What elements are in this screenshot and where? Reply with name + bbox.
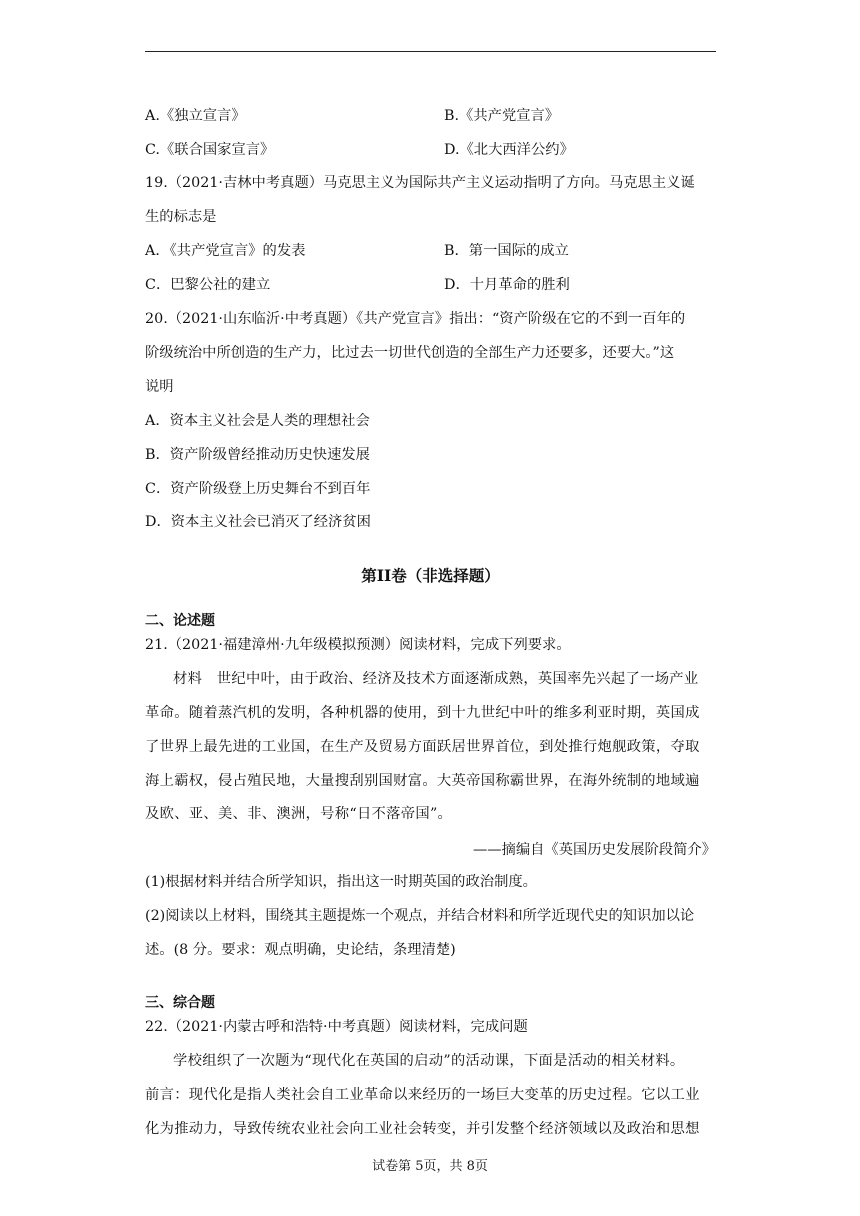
q21-source: ——摘编自《英国历史发展阶段简介》 (472, 842, 716, 858)
q19-option-d: D．十月革命的胜利 (444, 277, 570, 293)
q21-sub1: (1)根据材料并结合所学知识，指出这一时期英国的政治制度。 (145, 874, 537, 890)
q21-sub2-line1: (2)阅读以上材料，围绕其主题提炼一个观点，并结合材料和所学近现代史的知识加以论 (145, 908, 695, 924)
section3-title: 三、综合题 (145, 995, 215, 1011)
q21-material-line4: 海上霸权，侵占殖民地，大量搜刮别国财富。大英帝国称霸世界，在海外统制的地域遍 (145, 773, 700, 789)
q19-option-c: C．巴黎公社的建立 (145, 277, 271, 293)
section2-title: 二、论述题 (145, 613, 215, 629)
option-d: D.《北大西洋公约》 (444, 142, 574, 158)
q20-stem-line2: 阶级统治中所创造的生产力，比过去一切世代创造的全部生产力还要多，还要大。”这 (145, 345, 675, 361)
option-b: B.《共产党宣言》 (444, 108, 560, 124)
q21-stem: 21.（2021·福建漳州·九年级模拟预测）阅读材料，完成下列要求。 (145, 637, 571, 653)
page-footer: 试卷第 5页，共 8页 (372, 1159, 488, 1174)
q22-material-line2: 前言：现代化是指人类社会自工业革命以来经历的一场巨大变革的历史过程。它以工业 (145, 1087, 700, 1103)
option-a: A.《独立宣言》 (145, 108, 246, 124)
q21-material-line2: 革命。随着蒸汽机的发明，各种机器的使用，到十九世纪中叶的维多利亚时期，英国成 (145, 705, 700, 721)
q20-option-b: B．资产阶级曾经推动历史快速发展 (145, 447, 370, 463)
q22-material-line1: 学校组织了一次题为“现代化在英国的启动”的活动课，下面是活动的相关材料。 (173, 1053, 685, 1069)
q20-option-c: C．资产阶级登上历史舞台不到百年 (145, 481, 371, 497)
q19-stem-line1: 19.（2021·吉林中考真题）马克思主义为国际共产主义运动指明了方向。马克思主义诞 (145, 175, 695, 191)
header-rule (145, 51, 716, 52)
q21-material-line5: 及欧、亚、美、非、澳洲，号称“日不落帝国”。 (145, 806, 453, 822)
q20-option-d: D．资本主义社会已消灭了经济贫困 (145, 514, 371, 530)
q21-sub2-line2: 述。(8 分。要求：观点明确，史论结，条理清楚) (145, 942, 456, 958)
q19-stem-line2: 生的标志是 (145, 209, 217, 225)
q21-material-line3: 了世界上最先进的工业国，在生产及贸易方面跃居世界首位，到处推行炮舰政策，夺取 (145, 739, 700, 755)
q22-stem: 22.（2021·内蒙古呼和浩特·中考真题）阅读材料，完成问题 (145, 1019, 528, 1035)
q20-stem-line1: 20.（2021·山东临沂·中考真题）《共产党宣言》指出：“资产阶级在它的不到一百年的 (145, 311, 686, 327)
q19-option-a: A．《共产党宣言》的发表 (145, 243, 306, 259)
part2-title: 第II卷（非选择题） (361, 566, 500, 585)
q21-material-line1: 材料 世纪中叶，由于政治、经济及技术方面逐渐成熟，英国率先兴起了一场产业 (173, 671, 699, 687)
q20-stem-line3: 说明 (145, 379, 174, 395)
q22-material-line3: 化为推动力，导致传统农业社会向工业社会转变，并引发整个经济领域以及政治和思想 (145, 1121, 700, 1137)
q19-option-b: B．第一国际的成立 (444, 243, 569, 259)
option-c: C.《联合国家宣言》 (145, 142, 275, 158)
q20-option-a: A．资本主义社会是人类的理想社会 (145, 413, 370, 429)
